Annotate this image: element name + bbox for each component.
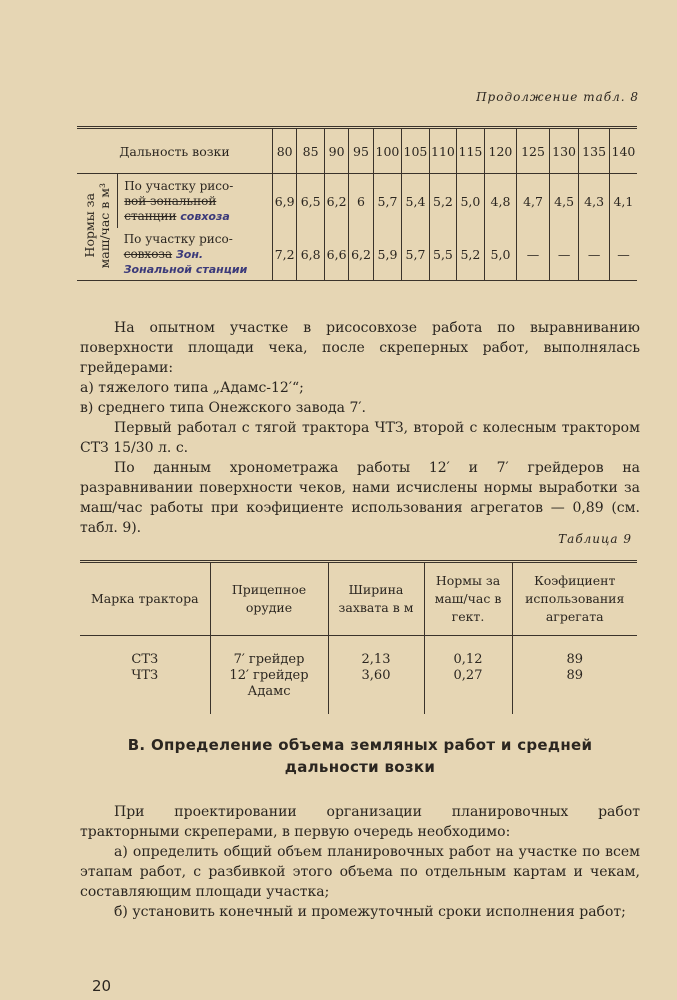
body-text-1	[80, 318, 640, 538]
cell-width: 3,60	[328, 668, 424, 714]
distance-cell: 115	[457, 129, 484, 174]
value-cell: 4,5	[549, 174, 579, 229]
table-9-label: Таблица 9	[558, 532, 632, 546]
value-cell: 5,0	[457, 174, 484, 229]
value-cell: 6,2	[324, 174, 348, 229]
cell-width: 2,13	[328, 636, 424, 669]
cell-tool: 12′ грейдер Адамс	[210, 668, 328, 714]
value-cell: 4,3	[579, 174, 610, 229]
row-label-sovkhoz: По участку рисо- совхоза Зон. Зональной станции	[123, 231, 248, 276]
list-item: б) установить конечный и промежуточный сроки исполнения работ;	[114, 904, 626, 920]
table-9	[80, 560, 637, 714]
distance-cell: 100	[373, 129, 402, 174]
list-item: а) определить общий объем планировочных работ на участке по всем этапам работ, с разбивкой этого объема по отдельным картам и чекам, составляющим площади участка;	[80, 844, 640, 900]
value-cell: 6	[349, 174, 373, 229]
paragraph: Первый работал с тягой трактора ЧТЗ, второй с колесным трактором СТЗ 15/30 л. с.	[80, 420, 640, 456]
value-cell: 6,6	[324, 228, 348, 280]
value-cell: 5,5	[429, 228, 456, 280]
distance-header: Дальность возки	[77, 129, 272, 174]
handwritten-note: совхоза	[180, 209, 230, 223]
value-cell: —	[609, 228, 637, 280]
distance-cell: 120	[484, 129, 517, 174]
table-row	[80, 668, 637, 714]
table-continuation-label: Продолжение табл. 8	[476, 90, 639, 104]
cell-tractor: ЧТЗ	[131, 668, 159, 683]
table-8	[77, 126, 637, 281]
value-cell: 5,0	[484, 228, 517, 280]
value-cell: 5,9	[373, 228, 402, 280]
list-item: в) среднего типа Онежского завода 7′.	[80, 400, 366, 416]
paragraph: На опытном участке в рисосовхозе работа по выравниванию поверхности площади чека, после скреперных работ, выполнялась грейдерами:	[80, 320, 640, 376]
distance-cell: 95	[349, 129, 373, 174]
value-cell: 4,1	[609, 174, 637, 229]
column-header: Коэфициент использования агрегата	[512, 563, 637, 636]
table-row	[77, 228, 637, 280]
distance-cell: 130	[549, 129, 579, 174]
cell-coef: 89	[512, 668, 637, 714]
norms-vertical-label: Нормы за маш/час в м³	[82, 182, 113, 269]
body-text-2	[80, 802, 640, 922]
distance-cell: 105	[402, 129, 429, 174]
column-header: Ширина захвата в м	[328, 563, 424, 636]
distance-cell: 140	[609, 129, 637, 174]
value-cell: 6,5	[297, 174, 324, 229]
column-header: Марка трактора	[80, 563, 210, 636]
value-cell: —	[517, 228, 550, 280]
column-header: Прицепное орудие	[210, 563, 328, 636]
cell-norm: 0,12	[424, 636, 512, 669]
distance-cell: 85	[297, 129, 324, 174]
value-cell: 5,2	[457, 228, 484, 280]
section-title: В. Определение объема земляных работ и средней дальности возки	[127, 736, 593, 776]
distance-cell: 110	[429, 129, 456, 174]
cell-coef: 89	[512, 636, 637, 669]
value-cell: 5,4	[402, 174, 429, 229]
distance-cell: 80	[272, 129, 296, 174]
paragraph: При проектировании организации планировочных работ тракторными скреперами, в первую очередь необходимо:	[80, 804, 640, 840]
cell-tractor: СТЗ	[131, 652, 159, 667]
value-cell: 5,2	[429, 174, 456, 229]
table-9-header-row	[80, 563, 637, 636]
table-row	[80, 636, 637, 669]
handwritten-note: Зон.	[175, 247, 204, 261]
table-row	[77, 174, 637, 229]
value-cell: 6,2	[349, 228, 373, 280]
list-item: а) тяжелого типа „Адамс-12′“;	[80, 380, 304, 396]
cell-norm: 0,27	[424, 668, 512, 714]
value-cell: 6,8	[297, 228, 324, 280]
cell-tool: 7′ грейдер	[210, 636, 328, 669]
page-number: 20	[92, 977, 112, 995]
distance-cell: 125	[517, 129, 550, 174]
value-cell: 6,9	[272, 174, 296, 229]
value-cell: 5,7	[373, 174, 402, 229]
column-header: Нормы за маш/час в гект.	[424, 563, 512, 636]
paragraph: По данным хронометража работы 12′ и 7′ грейдеров на разравнивании поверхности чеков, нами исчислены нормы выработки за маш/час работы при коэфициенте использования агрегатов — 0,89 (см. табл. 9).	[80, 460, 640, 536]
value-cell: 4,7	[517, 174, 550, 229]
table-8-header-row	[77, 129, 637, 174]
value-cell: 5,7	[402, 228, 429, 280]
value-cell: —	[549, 228, 579, 280]
distance-cell: 90	[324, 129, 348, 174]
value-cell: 4,8	[484, 174, 517, 229]
value-cell: —	[579, 228, 610, 280]
value-cell: 7,2	[272, 228, 296, 280]
distance-cell: 135	[579, 129, 610, 174]
row-label-zonal-station: По участку рисо- вой зональной станции совхоза	[118, 174, 273, 229]
handwritten-note: Зональной станции	[123, 262, 248, 276]
